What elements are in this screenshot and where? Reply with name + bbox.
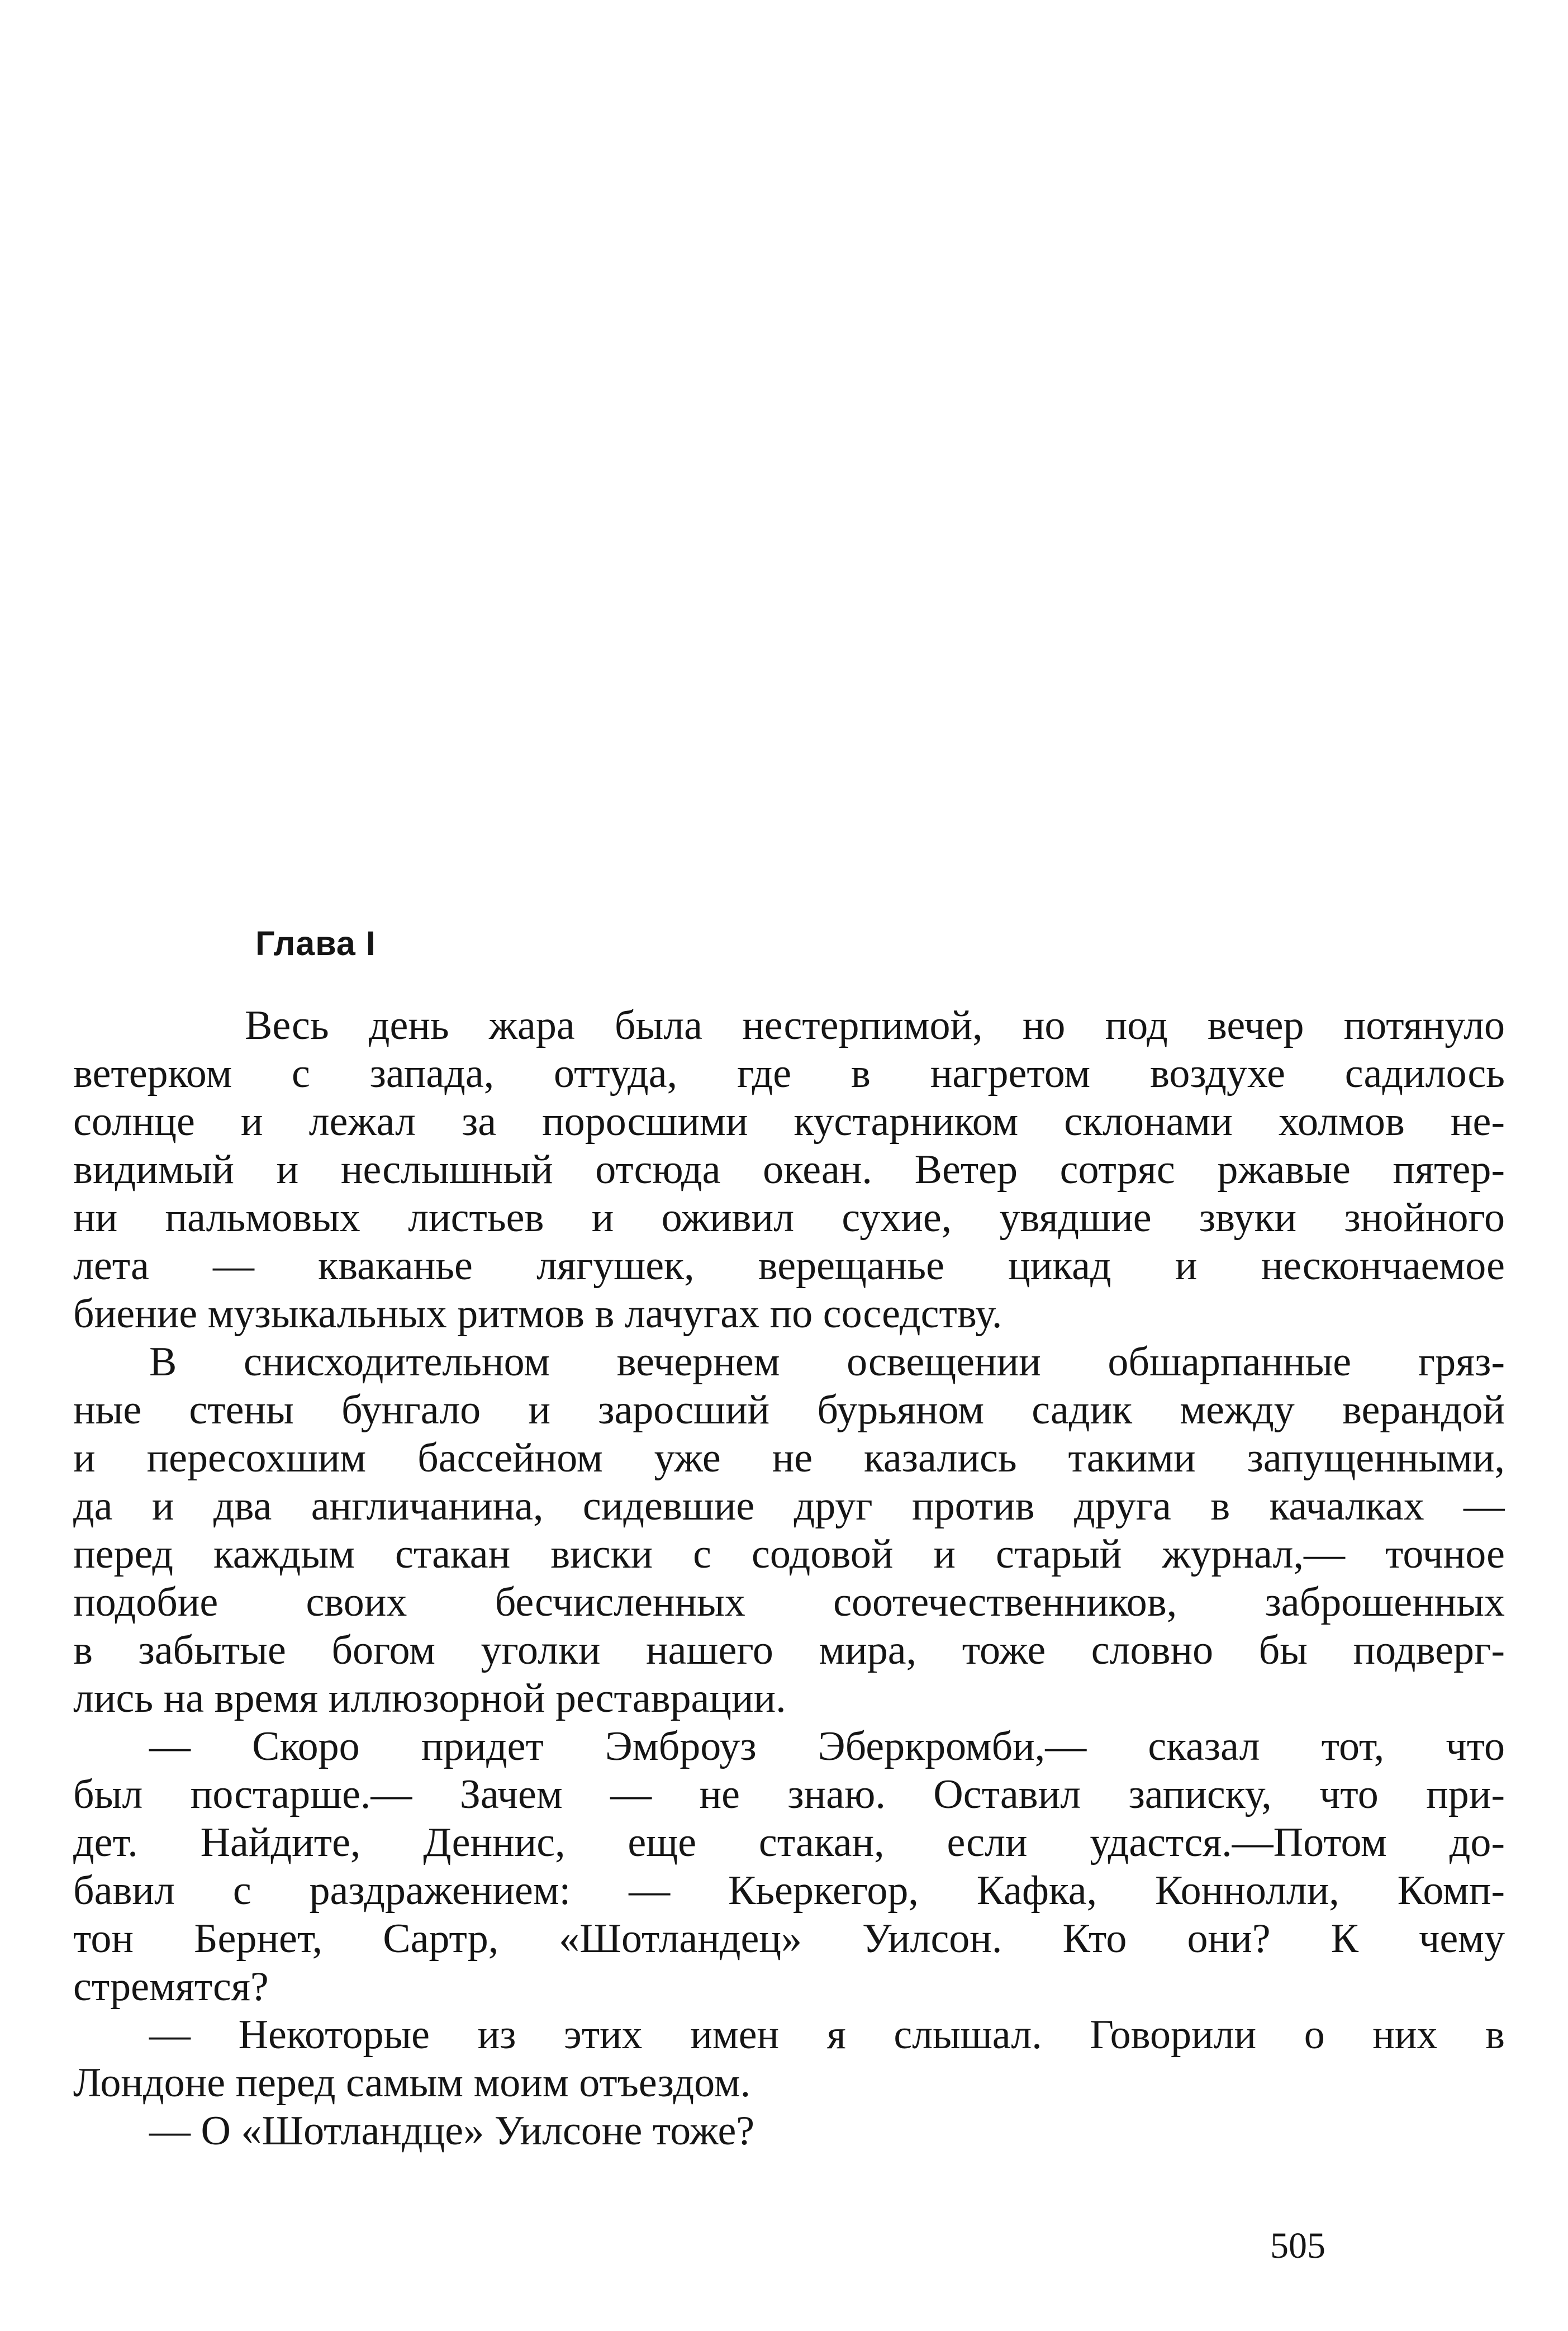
- text-line: — О «Шотландце» Уилсоне тоже?: [149, 2108, 755, 2154]
- text-line: В снисходительном вечернем освещении обшарпанные гряз-: [149, 1339, 1505, 1385]
- text-line: да и два англичанина, сидевшие друг против друга в качалках —: [73, 1483, 1505, 1529]
- text-line: Лондоне перед самым моим отъездом.: [73, 2060, 751, 2106]
- text-line: бавил с раздражением: — Кьеркегор, Кафка, Коннолли, Комп-: [73, 1868, 1505, 1914]
- text-line: лись на время иллюзорной реставрации.: [73, 1675, 786, 1721]
- text-line: биение музыкальных ритмов в лачугах по соседству.: [73, 1291, 1002, 1337]
- chapter-heading: Глава I: [255, 924, 376, 962]
- text-line: дет. Найдите, Деннис, еще стакан, если удастся.—Потом до-: [73, 1820, 1505, 1865]
- text-line: — Скоро придет Эмброуз Эберкромби,— сказал тот, что: [149, 1724, 1505, 1769]
- text-line: — Некоторые из этих имен я слышал. Говорили о них в: [149, 2012, 1505, 2058]
- text-line: был постарше.— Зачем — не знаю. Оставил записку, что при-: [73, 1772, 1505, 1817]
- text-line: ветерком с запада, оттуда, где в нагретом воздухе садилось: [73, 1051, 1505, 1096]
- text-line: в забытые богом уголки нашего мира, тоже словно бы подверг-: [73, 1627, 1505, 1673]
- page-number: 505: [1270, 2225, 1325, 2266]
- chapter-body-text: [73, 1001, 1505, 2155]
- text-line: подобие своих бесчисленных соотечественников, заброшенных: [73, 1579, 1505, 1625]
- text-line: солнце и лежал за поросшими кустарником склонами холмов не-: [73, 1099, 1505, 1145]
- text-line: Весь день жара была нестерпимой, но под вечер потянуло: [245, 1003, 1505, 1048]
- text-line: ни пальмовых листьев и оживил сухие, увядшие звуки знойного: [73, 1195, 1505, 1241]
- text-line: ные стены бунгало и заросший бурьяном садик между верандой: [73, 1387, 1505, 1433]
- text-line: лета — кваканье лягушек, верещанье цикад и нескончаемое: [73, 1243, 1505, 1289]
- text-line: перед каждым стакан виски с содовой и старый журнал,— точное: [73, 1531, 1505, 1577]
- text-line: тон Бернет, Сартр, «Шотландец» Уилсон. Кто они? К чему: [73, 1916, 1505, 1962]
- text-line: и пересохшим бассейном уже не казались такими запущенными,: [73, 1435, 1505, 1481]
- text-line: стремятся?: [73, 1964, 269, 2010]
- text-line: видимый и неслышный отсюда океан. Ветер сотряс ржавые пятер-: [73, 1147, 1505, 1193]
